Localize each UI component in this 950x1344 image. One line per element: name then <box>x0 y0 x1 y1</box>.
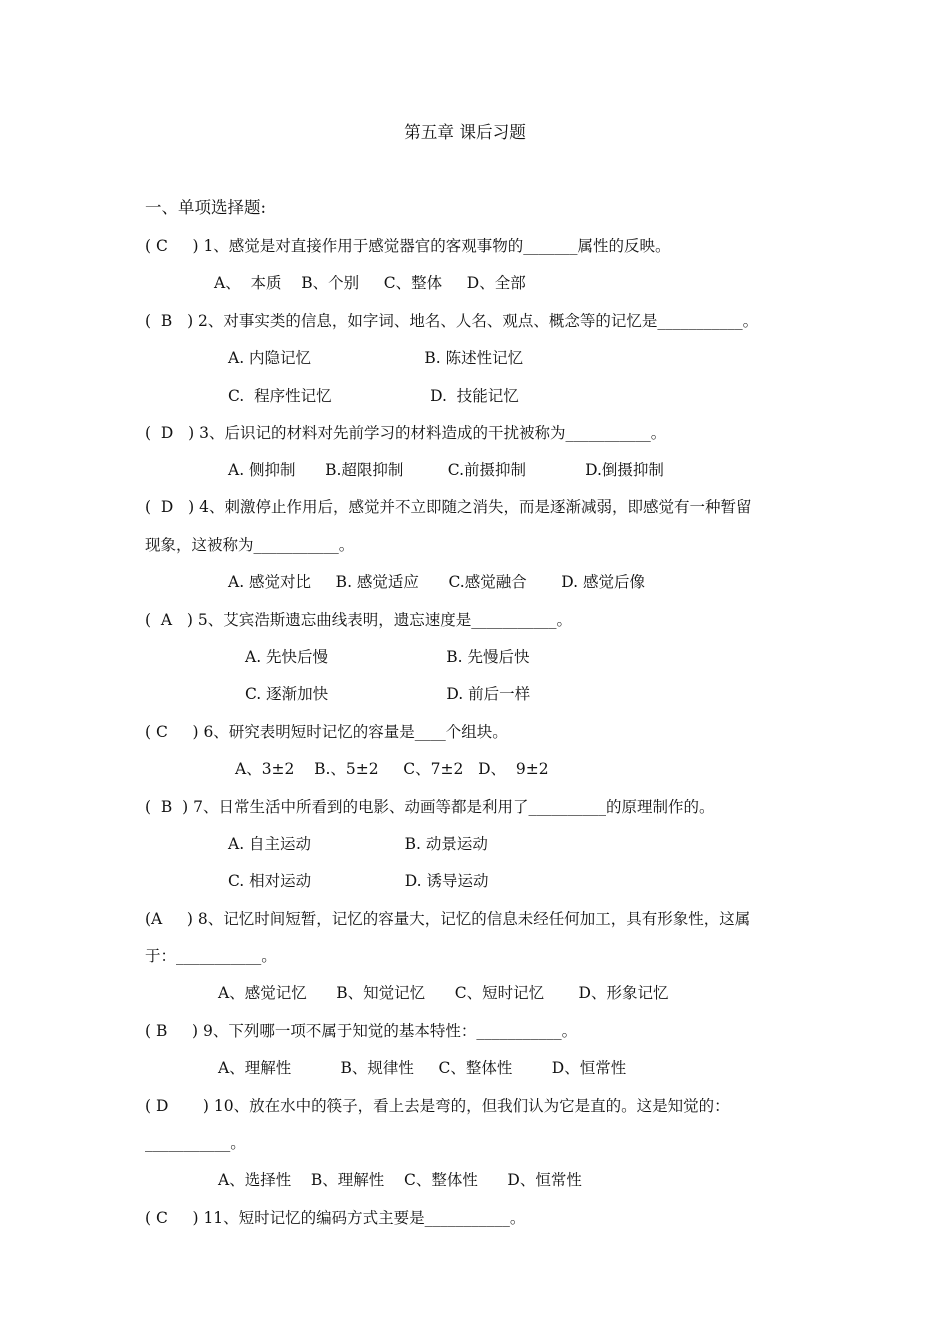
question-5-options-row-2: C. 逐渐加快 D. 前后一样 <box>245 685 531 703</box>
question-1: ( C ) 1、感觉是对直接作用于感觉器官的客观事物的_______属性的反映。 <box>145 237 671 255</box>
question-9: ( B ) 9、下列哪一项不属于知觉的基本特性：___________。 <box>145 1022 578 1040</box>
question-10: ( D ) 10、放在水中的筷子，看上去是弯的，但我们认为它是直的。这是知觉的： <box>145 1097 730 1115</box>
question-8: (A ) 8、记忆时间短暂，记忆的容量大，记忆的信息未经任何加工，具有形象性，这属 <box>145 910 751 928</box>
question-8-continued: 于：___________。 <box>145 947 277 965</box>
question-4: ( D ) 4、刺激停止作用后，感觉并不立即随之消失，而是逐渐减弱，即感觉有一种暂留 <box>145 498 752 516</box>
question-4-continued: 现象，这被称为___________。 <box>145 536 355 554</box>
question-9-options: A、理解性 B、规律性 C、整体性 D、恒常性 <box>218 1059 627 1077</box>
question-6-options: A、3±2 B.、5±2 C、7±2 D、 9±2 <box>235 760 549 778</box>
question-10-options: A、选择性 B、理解性 C、整体性 D、恒常性 <box>218 1171 582 1189</box>
question-5: ( A ) 5、艾宾浩斯遗忘曲线表明，遗忘速度是___________。 <box>145 611 572 629</box>
question-3: ( D ) 3、后识记的材料对先前学习的材料造成的干扰被称为___________。 <box>145 424 667 442</box>
question-5-options-row-1: A. 先快后慢 B. 先慢后快 <box>245 648 530 666</box>
question-7-options-row-1: A. 自主运动 B. 动景运动 <box>228 835 488 853</box>
section-heading: 一、单项选择题: <box>145 198 267 217</box>
question-1-options: A、 本质 B、个别 C、整体 D、全部 <box>214 274 526 292</box>
question-11: ( C ) 11、短时记忆的编码方式主要是___________。 <box>145 1209 526 1227</box>
question-4-options: A. 感觉对比 B. 感觉适应 C.感觉融合 D. 感觉后像 <box>228 573 645 591</box>
question-6: ( C ) 6、研究表明短时记忆的容量是____个组块。 <box>145 723 508 741</box>
question-10-continued: ___________。 <box>145 1134 246 1152</box>
question-7-options-row-2: C. 相对运动 D. 诱导运动 <box>228 872 489 890</box>
question-8-options: A、感觉记忆 B、知觉记忆 C、短时记忆 D、形象记忆 <box>218 984 669 1002</box>
question-2-options-row-1: A. 内隐记忆 B. 陈述性记忆 <box>228 349 524 367</box>
question-2-options-row-2: C. 程序性记忆 D. 技能记忆 <box>228 387 519 405</box>
question-2: ( B ) 2、对事实类的信息，如字词、地名、人名、观点、概念等的记忆是___________。 <box>145 312 759 330</box>
page-title: 第五章 课后习题 <box>404 123 526 143</box>
question-7: ( B ) 7、日常生活中所看到的电影、动画等都是利用了__________的原理制作的。 <box>145 798 715 816</box>
question-3-options: A. 侧抑制 B.超限抑制 C.前摄抑制 D.倒摄抑制 <box>228 461 664 479</box>
